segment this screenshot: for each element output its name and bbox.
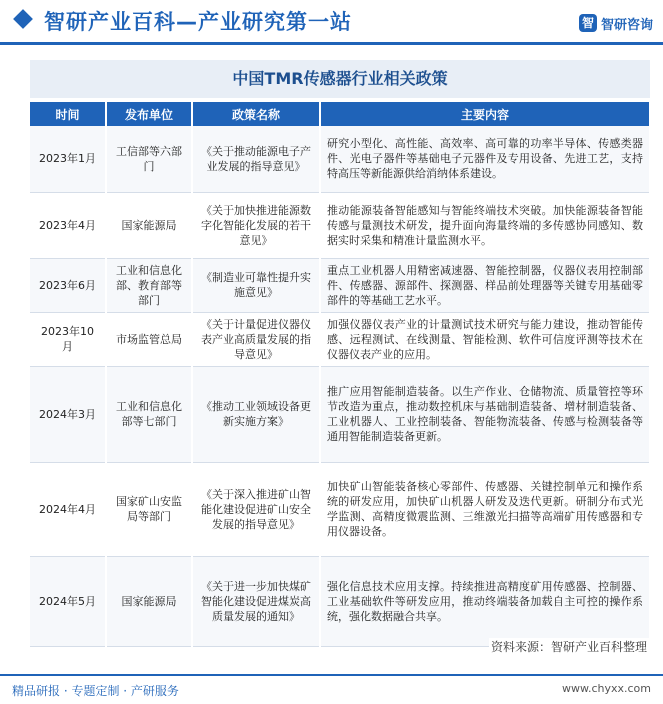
cell-unit: 国家能源局 [106, 192, 192, 258]
cell-policy-name: 《关于深入推进矿山智能化建设促进矿山安全发展的指导意见》 [192, 462, 320, 556]
cell-policy-name: 《关于加快推进能源数字化智能化发展的若干意见》 [192, 192, 320, 258]
brand-name: 智研咨询 [600, 17, 653, 33]
cell-time: 2024年3月 [30, 366, 106, 462]
cell-policy-name: 《关于推动能源电子产业发展的指导意见》 [192, 126, 320, 192]
policy-panel [30, 60, 650, 660]
policy-table [30, 102, 651, 647]
cell-unit: 工业和信息化部、教育部等部门 [106, 258, 192, 312]
column-header-policy-name: 政策名称 [192, 102, 320, 126]
table-row [30, 462, 650, 556]
table-row [30, 192, 650, 258]
cell-time: 2024年4月 [30, 462, 106, 556]
site-title: 智研产业百科—产业研究第一站 [44, 10, 352, 34]
cell-content: 强化信息技术应用支撑。持续推进高精度矿用传感器、控制器、工业基础软件等研发应用，推动终端装备加载自主可控的操作系统，强化数据融合共享。 [320, 556, 650, 646]
column-header-content: 主要内容 [320, 102, 650, 126]
cell-policy-name: 《关于进一步加快煤矿智能化建设促进煤炭高质量发展的通知》 [192, 556, 320, 646]
diamond-icon [13, 9, 33, 29]
table-row [30, 126, 650, 192]
cell-policy-name: 《关于计量促进仪器仪表产业高质量发展的指导意见》 [192, 312, 320, 366]
cell-content: 研究小型化、高性能、高效率、高可靠的功率半导体、传感类器件、光电子器件等基础电子元器件及专用设备、先进工艺，支持特高压等新能源供给消纳体系建设。 [320, 126, 650, 192]
cell-unit: 国家矿山安监局等部门 [106, 462, 192, 556]
cell-content: 推广应用智能制造装备。以生产作业、仓储物流、质量管控等环节改造为重点，推动数控机床与基础制造装备、增材制造装备、工业机器人、工业控制装备、智能物流装备、传感与检测装备等通用智能制造装备更新。 [320, 366, 650, 462]
cell-content: 推动能源装备智能感知与智能终端技术突破。加快能源装备智能传感与量测技术研发，提升面向海量终端的多传感协同感知、数据实时采集和精准计量监测水平。 [320, 192, 650, 258]
cell-unit: 国家能源局 [106, 556, 192, 646]
cell-time: 2023年6月 [30, 258, 106, 312]
table-row [30, 366, 650, 462]
column-header-time: 时间 [30, 102, 106, 126]
cell-time: 2023年4月 [30, 192, 106, 258]
table-row [30, 312, 650, 366]
cell-policy-name: 《推动工业领域设备更新实施方案》 [192, 366, 320, 462]
cell-unit: 工信部等六部门 [106, 126, 192, 192]
page-header [0, 0, 663, 42]
cell-time: 2023年10月 [30, 312, 106, 366]
cell-content: 加快矿山智能装备核心零部件、传感器、关键控制单元和操作系统的研发应用，加快矿山机器人研发及迭代更新。研制分布式光学监测、高精度微震监测、三维激光扫描等高端矿用传感器和专用仪器设备。 [320, 462, 650, 556]
table-row [30, 258, 650, 312]
column-header-unit: 发布单位 [106, 102, 192, 126]
brand-logo-icon: 智 [579, 14, 597, 32]
cell-unit: 市场监管总局 [106, 312, 192, 366]
cell-unit: 工业和信息化部等七部门 [106, 366, 192, 462]
table-title: 中国TMR传感器行业相关政策 [30, 60, 650, 98]
data-source-note: 资料来源：智研产业百科整理 [490, 640, 647, 654]
cell-content: 加强仪器仪表产业的计量测试技术研究与能力建设，推动智能传感、远程测试、在线测量、智能检测、软件可信度评测等技术在仪器仪表产业的应用。 [320, 312, 650, 366]
cell-policy-name: 《制造业可靠性提升实施意见》 [192, 258, 320, 312]
footer-services: 精品研报 · 专题定制 · 产研服务 [12, 684, 179, 698]
header-divider [0, 42, 663, 45]
brand-logo[interactable] [579, 12, 653, 34]
cell-content: 重点工业机器人用精密减速器、智能控制器，仪器仪表用控制部件、传感器、源部件、探测器、样品前处理器等关键专用基础零部件的等基础工艺水平。 [320, 258, 650, 312]
table-header-row [30, 102, 650, 126]
cell-time: 2023年1月 [30, 126, 106, 192]
table-row [30, 556, 650, 646]
footer-website-link[interactable]: www.chyxx.com [561, 682, 651, 695]
page-footer [0, 676, 663, 704]
cell-time: 2024年5月 [30, 556, 106, 646]
